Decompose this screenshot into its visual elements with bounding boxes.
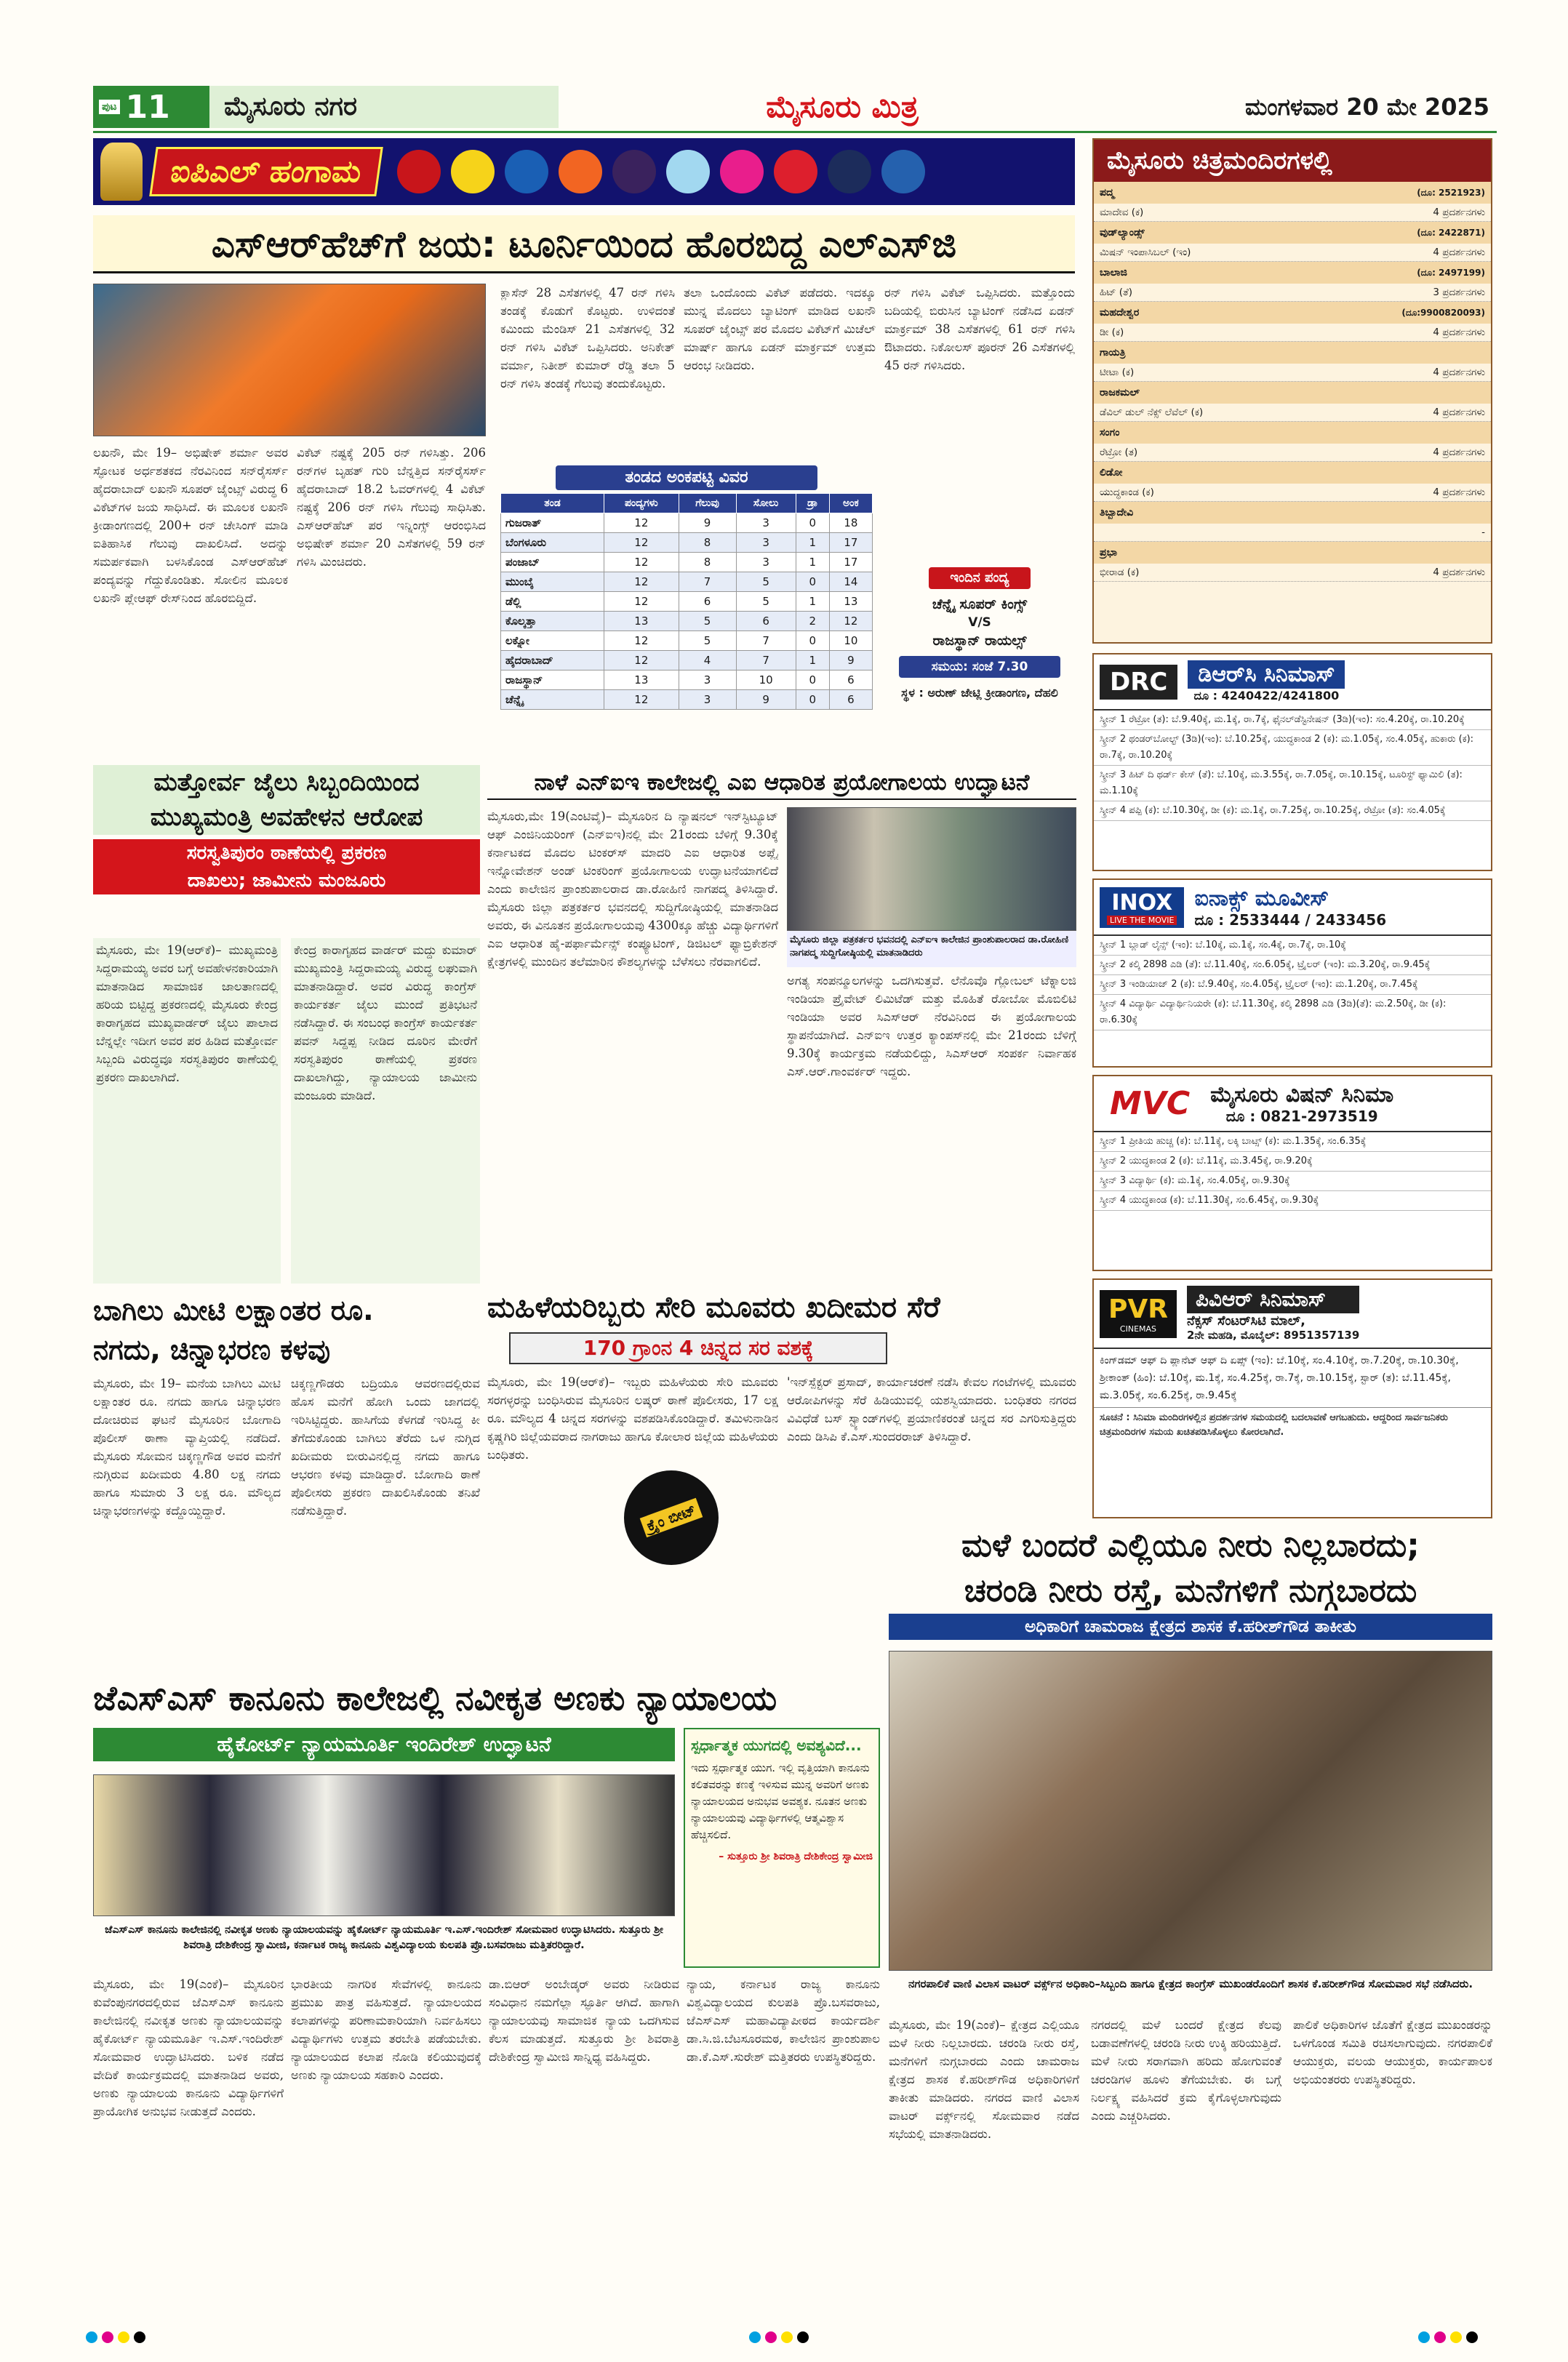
theatre-film: ಯುದ್ಧಕಾಂಡ (ಕ) [1100, 487, 1154, 498]
cyan-dot [749, 2331, 761, 2343]
points-table-row [501, 513, 873, 533]
points-cell: ಪಂಜಾಬ್ [501, 553, 604, 572]
points-table-row [501, 533, 873, 553]
points-cell: 17 [829, 533, 872, 553]
kkr-logo-icon [612, 150, 656, 193]
theatre-film-row [1094, 244, 1491, 262]
court-col1: ಮೈಸೂರು, ಮೇ 19(ಎಂಕೆ)– ಮೈಸೂರಿನ ಕುವೆಂಪುನಗರದಲ್ಲಿರುವ ಜೆಎಸ್‌ಎಸ್ ಕಾನೂನು ಕಾಲೇಜಿನಲ್ಲಿ ನವೀಕೃತ ಅಣಕು ನ್ಯಾಯಾಲಯವನ್ನು ಹೈಕೋರ್ಟ್ ನ್ಯಾಯಮೂರ್ತಿ ಇ.ಎಸ್.ಇಂದಿರೇಶ್ ಸೋಮವಾರ ಉದ್ಘಾಟಿಸಿದರು. ಬಳಿಕ ನಡೆದ ವೇದಿಕೆ ಕಾರ್ಯಕ್ರಮದಲ್ಲಿ ಮಾತನಾಡಿದ ಅವರು, ಅಣಕು ನ್ಯಾಯಾಲಯ ಕಾನೂನು ವಿದ್ಯಾರ್ಥಿಗಳಿಗೆ ಪ್ರಾಯೋಗಿಕ ಅನುಭವ ನೀಡುತ್ತದೆ ಎಂದರು. [93, 1977, 284, 2118]
points-cell: 18 [829, 513, 872, 533]
nie-photo-caption: ಮೈಸೂರು ಜಿಲ್ಲಾ ಪತ್ರಕರ್ತರ ಭವನದಲ್ಲಿ ಎನ್‌ಐಇ ಕಾಲೇಜಿನ ಪ್ರಾಂಶುಪಾಲರಾದ ಡಾ.ರೋಹಿಣಿ ನಾಗಪದ್ಮ ಸುದ್ದಿಗೋಷ್ಠಿಯಲ್ಲಿ ಮಾತನಾಡಿದರು [787, 931, 1076, 967]
points-cell: 13 [604, 670, 679, 690]
points-cell: 6 [829, 690, 872, 710]
court-photo-caption: ಜೆಎಸ್‌ಎಸ್ ಕಾನೂನು ಕಾಲೇಜಿನಲ್ಲಿ ನವೀಕೃತ ಅಣಕು ನ್ಯಾಯಾಲಯವನ್ನು ಹೈಕೋರ್ಟ್ ನ್ಯಾಯಮೂರ್ತಿ ಇ.ಎಸ್.ಇಂದಿರೇಶ್ ಸೋಮವಾರ ಉದ್ಘಾಟಿಸಿದರು. ಸುತ್ತೂರು ಶ್ರೀ ಶಿವರಾತ್ರಿ ದೇಶಿಕೇಂದ್ರ ಸ್ವಾಮೀಜಿ, ಕರ್ನಾಟಕ ರಾಜ್ಯ ಕಾನೂನು ವಿಶ್ವವಿದ್ಯಾಲಯ ಕುಲಪತಿ ಪ್ರೊ.ಬಸವರಾಜು ಮತ್ತಿತರರಿದ್ದಾರೆ. [105, 1924, 663, 1951]
pvr-brand [1094, 1280, 1491, 1349]
theatre-name: ರಾಜಕಮಲ್ [1100, 387, 1140, 399]
points-cell: 7 [736, 631, 796, 651]
drc-cinemas-box [1092, 653, 1492, 871]
trophy-icon [100, 143, 143, 201]
drc-phone: ದೂ : 4240422/4241800 [1193, 689, 1340, 702]
theatre-film-row [1094, 484, 1491, 502]
points-cell: 6 [736, 612, 796, 631]
pvr-phone: 2ನೇ ಮಹಡಿ, ಮೊಬೈಲ್: 8951357139 [1186, 1329, 1360, 1342]
nie-col2: ಅಗತ್ಯ ಸಂಪನ್ಮೂಲಗಳನ್ನು ಒದಗಿಸುತ್ತವೆ. ಲೆನೊವೊ ಗ್ಲೋಬಲ್ ಟೆಕ್ನಾಲಜಿ ಇಂಡಿಯಾ ಪ್ರೈವೇಟ್ ಲಿಮಿಟೆಡ್ ಮತ್ತು ಮೊಹಿತೆ ರೋಬೋ ಮೊಬಿಲಿಟಿ ಇಂಡಿಯಾ ಅವರ ಸಿಎಸ್‌ಆರ್ ನೆರವಿನಿಂದ ಈ ಪ್ರಯೋಗಾಲಯ ಸ್ಥಾಪನೆಯಾಗಿದೆ. ಎನ್‌ಐಇ ಉತ್ತರ ಕ್ಯಾಂಪಸ್‌ನಲ್ಲಿ ಮೇ 21ರಂದು ಬೆಳಿಗ್ಗೆ 9.30ಕ್ಕೆ ಕಾರ್ಯಕ್ರಮ ನಡೆಯಲಿದ್ದು, ಸಿಎಸ್‌ಆರ್ ಸಂಪರ್ಕ ನಿರ್ವಾಹಕ ಎಸ್.ಆರ್.ಗಾಂವರ್ಕರ್ ಇದ್ದರು. [787, 974, 1076, 1078]
magenta-dot [1434, 2331, 1446, 2343]
points-cell: 12 [604, 631, 679, 651]
yellow-dot [118, 2331, 129, 2343]
points-cell: 12 [604, 592, 679, 612]
points-cell: 9 [679, 513, 736, 533]
court-quote-sign: – ಸುತ್ತೂರು ಶ್ರೀ ಶಿವರಾತ್ರಿ ದೇಶಿಕೇಂದ್ರ ಸ್ವಾಮೀಜಿ [719, 1851, 873, 1862]
theatre-name: ಪ್ರಭಾ [1100, 547, 1118, 559]
pbks-logo-icon [774, 150, 817, 193]
points-cell: 1 [796, 592, 829, 612]
screen-showtime: ಸ್ಕ್ರೀನ್ 4 ವಿದ್ಯಾರ್ಥಿ ವಿದ್ಯಾರ್ಥಿನಿಯರೇ (ಕ): ಬೆ.11.30ಕ್ಕೆ, ಕಲ್ಕಿ 2898 ಎಡಿ (3ಡಿ)(ತೆ): ಮ.2.50ಕ್ಕೆ, ಡೀ (ಕ): ರಾ.6.30ಕ್ಕೆ [1094, 995, 1491, 1030]
points-cell: 13 [829, 592, 872, 612]
theatre-shows: 3 ಪ್ರದರ್ಶನಗಳು [1433, 287, 1485, 298]
points-cell: 5 [679, 612, 736, 631]
points-cell: 3 [679, 690, 736, 710]
crime-beat-stamp [624, 1470, 719, 1565]
screen-showtime: ಸ್ಕ್ರೀನ್ 1 ಬ್ಲಾಡ್ ಲೈನ್ಸ್ (ಇಂ): ಬೆ.10ಕ್ಕೆ, ಮ.1ಕ್ಕೆ, ಸಂ.4ಕ್ಕೆ, ರಾ.7ಕ್ಕೆ, ರಾ.10ಕ್ಕೆ [1094, 936, 1491, 956]
points-table-header [501, 494, 873, 513]
theatre-name: ಗಾಯತ್ರಿ [1100, 347, 1126, 359]
points-cell: 3 [736, 513, 796, 533]
versus: V/S [968, 615, 991, 630]
theatre-film-row [1094, 364, 1491, 382]
black-dot [134, 2331, 145, 2343]
jail-story-header [93, 765, 480, 940]
match-time: ಸಮಯ: ಸಂಜೆ 7.30 [899, 656, 1060, 678]
section-title: ಮೈಸೂರು ನಗರ [209, 86, 559, 128]
nie-col1: ಮೈಸೂರು,ಮೇ 19(ಎಂಟಿವೈ)– ಮೈಸೂರಿನ ದಿ ನ್ಯಾಷನಲ್ ಇನ್‌ಸ್ಟಿಟ್ಯೂಟ್ ಆಫ್ ಎಂಜಿನಿಯರಿಂಗ್ (ಎನ್‌ಐಇ)ನಲ್ಲಿ ಮೇ 21ರಂದು ಬೆಳಿಗ್ಗೆ 9.30ಕ್ಕೆ ಕರ್ನಾಟಕದ ಮೊದಲ ಟಿಂಕರ್‌ಸ್ ಮಾದರಿ ಎಐ ಆಧಾರಿತ ಅಪ್ಲೈ ಇನ್ನೋವೇಶನ್ ಅಂಡ್ ಟಿಂಕರಿಂಗ್ ಪ್ರಯೋಗಾಲಯ ಉದ್ಘಾಟನೆಯಾಗಲಿದೆ ಎಂದು ಕಾಲೇಜಿನ ಪ್ರಾಂಶುಪಾಲರಾದ ಡಾ.ರೋಹಿಣಿ ನಾಗಪದ್ಮ ತಿಳಿಸಿದ್ದಾರೆ. ಮೈಸೂರು ಜಿಲ್ಲಾ ಪತ್ರಕರ್ತರ ಭವನದಲ್ಲಿ ಸುದ್ದಿಗೋಷ್ಠಿಯಲ್ಲಿ ಮಾತನಾಡಿದ ಅವರು, ಈ ವಿನೂತನ ಪ್ರಯೋಗಾಲಯವು 4300ಕ್ಕೂ ಹೆಚ್ಚು ವಿದ್ಯಾರ್ಥಿಗಳಿಗೆ ಎಐ ಆಧಾರಿತ ಹೈ-ಪರ್ಫಾರ್ಮೆನ್ಸ್ ಕಂಪ್ಯೂಟಿಂಗ್, ಡಿಜಿಟಲ್ ಫ್ಯಾಬ್ರಿಕೇಶನ್ ಕ್ಷೇತ್ರಗಳಲ್ಲಿ ಮುಂದಿನ ತಲೆಮಾರಿನ ಕೌಶಲ್ಯಗಳನ್ನು ಬೆಳೆಸಲು ನೆರವಾಗಲಿದೆ. [487, 809, 778, 969]
points-cell: 4 [679, 651, 736, 670]
points-cell: 0 [796, 513, 829, 533]
points-header-cell: ಗೆಲುವು [679, 494, 736, 513]
rain-story-header [889, 1524, 1492, 1644]
theatre-film: ಡೀ (ಕ) [1100, 327, 1124, 338]
theatre-name: ಬಾಲಾಜಿ [1100, 267, 1127, 279]
points-cell: 1 [796, 533, 829, 553]
points-cell: ಗುಜರಾತ್ [501, 513, 604, 533]
points-cell: 0 [796, 572, 829, 592]
rain-subhead: ಅಧಿಕಾರಿಗೆ ಚಾಮರಾಜ ಕ್ಷೇತ್ರದ ಶಾಸಕ ಕೆ.ಹರೀಶ್‌ಗೌಡ ತಾಕೀತು [889, 1614, 1492, 1640]
points-cell: ಮುಂಬೈ [501, 572, 604, 592]
theatre-film: ಹಿಟ್ (ತೆ) [1100, 287, 1133, 298]
court-col4: ನ್ಯಾಯ, ಕರ್ನಾಟಕ ರಾಜ್ಯ ಕಾನೂನು ವಿಶ್ವವಿದ್ಯಾಲಯದ ಕುಲಪತಿ ಪ್ರೊ.ಬಸವರಾಜು, ಜೆಎಸ್‌ಎಸ್ ಮಹಾವಿದ್ಯಾಪೀಠದ ಕಾರ್ಯದರ್ಶಿ ಡಾ.ಸಿ.ಜಿ.ಬೆಟಸೂರಮಠ, ಕಾಲೇಜಿನ ಪ್ರಾಂಶುಪಾಲ ಡಾ.ಕೆ.ಎಸ್.ಸುರೇಶ್ ಮತ್ತಿತರರು ಉಪಸ್ಥಿತರಿದ್ದರು. [687, 1977, 880, 2064]
points-cell: 17 [829, 553, 872, 572]
jail-headline-2: ಮುಖ್ಯಮಂತ್ರಿ ಅವಹೇಳನ ಆರೋಪ [93, 800, 480, 835]
points-cell: 5 [736, 592, 796, 612]
points-table-row [501, 651, 873, 670]
theatre-name-row [1094, 262, 1491, 284]
inox-logo: INOX [1111, 889, 1173, 916]
points-cell: 14 [829, 572, 872, 592]
points-cell: 2 [796, 612, 829, 631]
points-cell: 5 [679, 631, 736, 651]
points-cell: 12 [829, 612, 872, 631]
chain-subhead: 170 ಗ್ರಾಂನ 4 ಚಿನ್ನದ ಸರ ವಶಕ್ಕೆ [509, 1332, 887, 1364]
screen-showtime: ಸ್ಕ್ರೀನ್ 2 ಯುದ್ಧಕಾಂಡ 2 (ಕ): ಬೆ.11ಕ್ಕೆ, ಮ.3.45ಕ್ಕೆ, ರಾ.9.20ಕ್ಕೆ [1094, 1152, 1491, 1172]
rain-headline-2: ಚರಂಡಿ ನೀರು ರಸ್ತೆ, ಮನೆಗಳಿಗೆ ನುಗ್ಗಬಾರದು [964, 1572, 1417, 1609]
theatre-shows: 4 ಪ್ರದರ್ಶನಗಳು [1433, 327, 1485, 338]
points-cell: 3 [736, 533, 796, 553]
rain-col2: ನಗರದಲ್ಲಿ ಮಳೆ ಬಂದರೆ ಕ್ಷೇತ್ರದ ಕೆಲವು ಬಡಾವಣೆಗಳಲ್ಲಿ ಚರಂಡಿ ನೀರು ಉಕ್ಕಿ ಹರಿಯುತ್ತಿದೆ. ಮಳೆ ನೀರು ಸರಾಗವಾಗಿ ಹರಿದು ಹೋಗುವಂತೆ ಚರಂಡಿಗಳ ಹೂಳು ತೆಗೆಯಬೇಕು. ಈ ಬಗ್ಗೆ ನಿರ್ಲಕ್ಷ್ಯ ವಹಿಸಿದರೆ ಕ್ರಮ ಕೈಗೊಳ್ಳಲಾಗುವುದು ಎಂದು ಎಚ್ಚರಿಸಿದರು. [1091, 2018, 1281, 2123]
theatre-film-row [1094, 324, 1491, 342]
theatre-film: ಭೀರಾಡ (ಕ) [1100, 567, 1140, 578]
ipl-story-col5: ರನ್ ಗಳಿಸಿ ವಿಕೆಟ್ ಒಪ್ಪಿಸಿದರು. ಮತ್ತೊಂದು ಬದಿಯಲ್ಲಿ ಬಿರುಸಿನ ಬ್ಯಾಟಿಂಗ್ ನಡೆಸಿದ ಏಡನ್ ಮಾರ್ಕ್ರಮ್ 38 ಎಸೆತಗಳಲ್ಲಿ 61 ರನ್ ಗಳಿಸಿ ಔಟಾದರು. ನಿಕೋಲಸ್ ಪೂರನ್ 26 ಎಸೆತಗಳಲ್ಲಿ 45 ರನ್ ಗಳಿಸಿದರು. [884, 286, 1075, 372]
theatre-shows: 4 ಪ್ರದರ್ಶನಗಳು [1433, 447, 1485, 458]
points-cell: 12 [604, 533, 679, 553]
pvr-logo-box [1100, 1290, 1177, 1338]
black-dot [797, 2331, 809, 2343]
rain-col3: ಪಾಲಿಕೆ ಅಧಿಕಾರಿಗಳ ಜೊತೆಗೆ ಕ್ಷೇತ್ರದ ಮುಖಂಡರನ್ನು ಒಳಗೊಂಡ ಸಮಿತಿ ರಚಿಸಲಾಗುವುದು. ನಗರಪಾಲಿಕೆ ಆಯುಕ್ತರು, ವಲಯ ಆಯುಕ್ತರು, ಕಾರ್ಯಪಾಲಕ ಅಭಿಯಂತರರು ಉಪಸ್ಥಿತರಿದ್ದರು. [1293, 2018, 1492, 2086]
inox-shows [1094, 936, 1491, 1030]
ipl-story-col4: ತಲಾ ಒಂದೊಂದು ವಿಕೆಟ್ ಪಡೆದರು. ಇದಕ್ಕೂ ಮುನ್ನ ಮೊದಲು ಬ್ಯಾಟಿಂಗ್ ಮಾಡಿದ ಲಖನೌ ಸೂಪರ್ ಜೈಂಟ್ಸ್ ಪರ ಮೊದಲ ವಿಕೆಟ್‌ಗೆ ಮಿಚೆಲ್ ಮಾರ್ಷ್ ಹಾಗೂ ಏಡನ್ ಮಾರ್ಕ್ರಮ್ ಉತ್ತಮ ಆರಂಭ ನೀಡಿದರು. [684, 286, 876, 372]
theatre-name: ಲಿಡೋ [1100, 467, 1123, 479]
drc-shows [1094, 710, 1491, 821]
team1: ಚೆನ್ನೈ ಸೂಪರ್ ಕಿಂಗ್ಸ್ [932, 596, 1028, 612]
pvr-shows: ಕಿಂಗ್‌ಡಮ್ ಆಫ್ ದಿ ಪ್ಲಾನೆಟ್ ಆಫ್ ದಿ ಏಪ್ಸ್ (ಇಂ): ಬೆ.10ಕ್ಕೆ, ಸಂ.4.10ಕ್ಕೆ, ರಾ.7.20ಕ್ಕೆ, ರಾ.10.30ಕ್ಕೆ, ಶ್ರೀಕಾಂತ್ (ಹಿಂ): ಬೆ.10ಕ್ಕೆ, ಮ.1ಕ್ಕೆ, ಸಂ.4.25ಕ್ಕೆ, ರಾ.7ಕ್ಕೆ, ರಾ.10.15ಕ್ಕೆ, ಸ್ಟಾರ್ (ತ): ಬೆ.11.45ಕ್ಕೆ, ಮ.3.05ಕ್ಕೆ, ಸಂ.6.25ಕ್ಕೆ, ರಾ.9.45ಕ್ಕೆ [1094, 1349, 1491, 1408]
black-dot [1466, 2331, 1478, 2343]
theatre-film: ರೆಟ್ರೋ (ತ) [1100, 447, 1138, 458]
theatre-film: ಮಿಷನ್ ಇಂಪಾಸಿಬಲ್ (ಇಂ) [1100, 247, 1191, 258]
jail-headline-1: ಮತ್ತೋರ್ವ ಜೈಲು ಸಿಬ್ಬಂದಿಯಿಂದ [93, 765, 480, 800]
points-table-row [501, 572, 873, 592]
jail-subhead-1: ಸರಸ್ವತಿಪುರಂ ಠಾಣೆಯಲ್ಲಿ ಪ್ರಕರಣ [93, 839, 480, 867]
screen-showtime: ಸ್ಕ್ರೀನ್ 4 ಪಪ್ಪಿ (ಕ): ಬೆ.10.30ಕ್ಕೆ, ಡೀ (ಕ): ಮ.1ಕ್ಕೆ, ರಾ.7.25ಕ್ಕೆ, ರಾ.10.25ಕ್ಕೆ, ರೆಟ್ರೋ (ತ): ಸಂ.4.05ಕ್ಕೆ [1094, 801, 1491, 821]
screen-showtime: ಸ್ಕ್ರೀನ್ 1 ಪ್ರೀತಿಯ ಹುಚ್ಚ (ಕ): ಬೆ.11ಕ್ಕೆ, ಲಕ್ಕಿ ಬಾಟ್ಸ್ (ಕ): ಮ.1.35ಕ್ಕೆ, ಸಂ.6.35ಕ್ಕೆ [1094, 1132, 1491, 1152]
ipl-banner-title: ಐಪಿಎಲ್ ಹಂಗಾಮ [149, 147, 383, 196]
points-cell: 9 [736, 690, 796, 710]
mv-title: ಮೈಸೂರು ವಿಷನ್ ಸಿನಿಮಾ [1210, 1082, 1394, 1108]
theatre-film-row [1094, 524, 1491, 542]
theatre-listing [1092, 138, 1492, 644]
drc-brand [1094, 654, 1491, 710]
page-header [93, 86, 1497, 132]
rcb-logo-icon [397, 150, 441, 193]
points-cell: 7 [679, 572, 736, 592]
theatre-name-row [1094, 542, 1491, 564]
court-quote-box [684, 1728, 880, 1968]
theatre-name: ಮಹದೇಶ್ವರ [1100, 307, 1140, 319]
cyan-dot [86, 2331, 97, 2343]
theatre-shows: 4 ಪ್ರದರ್ಶನಗಳು [1433, 487, 1485, 498]
rr-logo-icon [720, 150, 764, 193]
rain-headline-1: ಮಳೆ ಬಂದರೆ ಎಲ್ಲಿಯೂ ನೀರು ನಿಲ್ಲಬಾರದು; [961, 1527, 1420, 1564]
inox-box [1092, 878, 1492, 1068]
points-cell: 12 [604, 553, 679, 572]
points-cell: 6 [679, 592, 736, 612]
jail-subhead-2: ದಾಖಲು; ಜಾಮೀನು ಮಂಜೂರು [93, 867, 480, 894]
theatre-shows: 4 ಪ್ರದರ್ಶನಗಳು [1433, 567, 1485, 578]
header-rule [93, 131, 1497, 133]
theatre-film: ಟೀಟಾ (ಕ) [1100, 367, 1135, 378]
court-inauguration-photo [93, 1774, 675, 1916]
page-number: 11 [125, 88, 170, 126]
theft-col2: ಚಿಕ್ಕಣ್ಣಗೌಡರು ಬದ್ರಿಯೂ ಆವರಣದಲ್ಲಿರುವ ಹೊಸ ಮನೆಗೆ ಹೋಗಿ ಒಂದು ಜಾಗದಲ್ಲಿ ಇರಿಸಿಟ್ಟಿದ್ದರು. ಹಾಸಿಗೆಯ ಕೆಳಗಡೆ ಇರಿಸಿದ್ದ ಕೀ ತೆಗೆದುಕೊಂಡು ಬಾಗಿಲು ತೆರೆದು ಒಳ ನುಗ್ಗಿದ ಖದೀಮರು ಬೀರುವಿನಲ್ಲಿದ್ದ ನಗದು ಹಾಗೂ ಆಭರಣ ಕಳವು ಮಾಡಿದ್ದಾರೆ. ಬೋಗಾದಿ ಠಾಣೆ ಪೊಲೀಸರು ಪ್ರಕರಣ ದಾಖಲಿಸಿಕೊಂಡು ತನಿಖೆ ನಡೆಸುತ್ತಿದ್ದಾರೆ. [291, 1377, 480, 1518]
pvr-logo: PVR [1108, 1294, 1168, 1324]
srh-logo-icon [559, 150, 602, 193]
points-cell: 7 [736, 651, 796, 670]
points-cell: 8 [679, 533, 736, 553]
theatre-name-row [1094, 422, 1491, 444]
points-table-title: ತಂಡದ ಅಂಕಪಟ್ಟಿ ವಿವರ [556, 465, 817, 490]
screen-showtime: ಸ್ಕ್ರೀನ್ 4 ಯುದ್ಧಕಾಂಡ (ಕ): ಬೆ.11.30ಕ್ಕೆ, ಸಂ.6.45ಕ್ಕೆ, ರಾ.9.30ಕ್ಕೆ [1094, 1191, 1491, 1211]
rain-col1: ಮೈಸೂರು, ಮೇ 19(ಎಂಕೆ)– ಕ್ಷೇತ್ರದ ಎಲ್ಲಿಯೂ ಮಳೆ ನೀರು ನಿಲ್ಲಬಾರದು. ಚರಂಡಿ ನೀರು ರಸ್ತೆ, ಮನೆಗಳಿಗೆ ನುಗ್ಗಬಾರದು ಎಂದು ಚಾಮರಾಜ ಕ್ಷೇತ್ರದ ಶಾಸಕ ಕೆ.ಹರೀಶ್‌ಗೌಡ ಅಧಿಕಾರಿಗಳಿಗೆ ತಾಕೀತು ಮಾಡಿದರು. ನಗರದ ವಾಣಿ ವಿಲಾಸ ವಾಟರ್ ವರ್ಕ್ಸ್‌ನಲ್ಲಿ ಸೋಮವಾರ ನಡೆದ ಸಭೆಯಲ್ಲಿ ಮಾತನಾಡಿದರು. [889, 2018, 1079, 2141]
points-cell: 5 [736, 572, 796, 592]
mv-brand [1094, 1076, 1491, 1132]
points-table-row [501, 553, 873, 572]
drc-title: ಡಿಆರ್‌ಸಿ ಸಿನಿಮಾಸ್ [1188, 660, 1345, 689]
points-table-row [501, 612, 873, 631]
jail-col1: ಮೈಸೂರು, ಮೇ 19(ಆರ್‌ಕೆ)– ಮುಖ್ಯಮಂತ್ರಿ ಸಿದ್ದರಾಮಯ್ಯ ಅವರ ಬಗ್ಗೆ ಅವಹೇಳನಕಾರಿಯಾಗಿ ಮಾತನಾಡಿದ ಸಾಮಾಜಿಕ ಜಾಲತಾಣದಲ್ಲಿ ಹರಿಯ ಬಿಟ್ಟಿದ್ದ ಪ್ರಕರಣದಲ್ಲಿ ಮೈಸೂರು ಕೇಂದ್ರ ಕಾರಾಗೃಹದ ಮುಖ್ಯವಾರ್ಡರ್ ಜೈಲು ಪಾಲಾದ ಬೆನ್ನಲ್ಲೇ ಇದೀಗ ಅವರ ಪರ ಹಿಡಿದ ಮತ್ತೋರ್ವ ಸಿಬ್ಬಂದಿ ವಿರುದ್ಧವೂ ಸರಸ್ವತಿಪುರಂ ಠಾಣೆಯಲ್ಲಿ ಪ್ರಕರಣ ದಾಖಲಾಗಿದೆ. [93, 938, 281, 1284]
screen-showtime: ಸ್ಕ್ರೀನ್ 3 ಇಂಡಿಯಾಜ್ 2 (ಕ): ಬೆ.9.40ಕ್ಕೆ, ಸಂ.4.05ಕ್ಕೆ, ಟ್ರೈಲರ್ (ಇಂ): ಮ.1.20ಕ್ಕೆ, ರಾ.7.45ಕ್ಕೆ [1094, 975, 1491, 995]
issue-date: ಮಂಗಳವಾರ 20 ಮೇ 2025 [1244, 93, 1489, 121]
today-match-box [884, 567, 1075, 756]
theatre-list [1094, 182, 1491, 582]
inox-brand [1094, 880, 1491, 936]
theatre-name-row [1094, 222, 1491, 244]
theatre-shows: 4 ಪ್ರದರ್ಶನಗಳು [1433, 247, 1485, 258]
mi-logo-icon [505, 150, 548, 193]
points-table [500, 493, 873, 710]
page-label: ಪುಟ [99, 100, 120, 114]
theatre-name-row [1094, 462, 1491, 484]
points-cell: ಬೆಂಗಳೂರು [501, 533, 604, 553]
theatre-film: ಡೆವಿಲ್ ಡುಲ್ ನೆಕ್ಸ್ ಲೆವೆಲ್ (ಕ) [1100, 407, 1204, 418]
pvr-note: ಸೂಚನೆ : ಸಿನಿಮಾ ಮಂದಿರಗಳಲ್ಲಿನ ಪ್ರದರ್ಶನಗಳ ಸಮಯದಲ್ಲಿ ಬದಲಾವಣೆ ಆಗಬಹುದು. ಆದ್ದರಿಂದ ಸಾರ್ವಜನಿಕರು ಚಿತ್ರಮಂದಿರಗಳ ಸಮಯ ಖಚಿತಪಡಿಸಿಕೊಳ್ಳಲು ಕೋರಲಾಗಿದೆ. [1100, 1412, 1448, 1438]
nie-press-photo [787, 807, 1076, 931]
points-cell: 3 [736, 553, 796, 572]
gt-logo-icon [828, 150, 871, 193]
screen-showtime: ಸ್ಕ್ರೀನ್ 1 ರೆಟ್ರೋ (ತ): ಬೆ.9.40ಕ್ಕೆ, ಮ.1ಕ್ಕೆ, ರಾ.7ಕ್ಕೆ, ಫೈನಲ್‌ಡೆಸ್ಟಿನೇಷನ್ (3ಡಿ)(ಇಂ): ಸಂ.4.20ಕ್ಕೆ, ರಾ.10.20ಕ್ಕೆ [1094, 710, 1491, 730]
points-table-box [500, 465, 873, 756]
points-cell: 3 [679, 670, 736, 690]
points-cell: 0 [796, 670, 829, 690]
yellow-dot [1450, 2331, 1462, 2343]
magenta-dot [765, 2331, 777, 2343]
pvr-title: ಪಿವಿಆರ್ ಸಿನಿಮಾಸ್ [1187, 1286, 1359, 1313]
theatre-film-row [1094, 404, 1491, 422]
points-header-cell: ತಂಡ [501, 494, 604, 513]
yellow-dot [781, 2331, 793, 2343]
rain-photo-caption: ನಗರಪಾಲಿಕೆ ವಾಣಿ ವಿಲಾಸ ವಾಟರ್ ವರ್ಕ್ಸ್‌ನ ಅಧಿಕಾರಿ–ಸಿಬ್ಬಂದಿ ಹಾಗೂ ಕ್ಷೇತ್ರದ ಕಾಂಗ್ರೆಸ್ ಮುಖಂಡರೊಂದಿಗೆ ಶಾಸಕ ಕೆ.ಹರೀಶ್‌ಗೌಡ ಸೋಮವಾರ ಸಭೆ ನಡೆಸಿದರು. [908, 1977, 1473, 1990]
theatre-name-row [1094, 382, 1491, 404]
points-cell: 1 [796, 651, 829, 670]
points-cell: 12 [604, 572, 679, 592]
dc-logo-icon [881, 150, 925, 193]
points-header-cell: ಪಂದ್ಯಗಳು [604, 494, 679, 513]
match-venue: ಸ್ಥಳ : ಅರುಣ್ ಜೇಟ್ಲಿ ಕ್ರೀಡಾಂಗಣ, ದೆಹಲಿ [901, 686, 1058, 700]
theatre-phone: (ದೂ: 2497199) [1417, 268, 1485, 278]
ipl-story-col1: ಲಖನೌ, ಮೇ 19– ಅಭಿಷೇಕ್ ಶರ್ಮಾ ಅವರ ಸ್ಫೋಟಕ ಅರ್ಧಶತಕದ ನೆರವಿನಿಂದ ಸನ್‌ರೈಸರ್ಸ್ ಹೈದರಾಬಾದ್ ಲಖನೌ ಸೂಪರ್ ಜೈಂಟ್ಸ್ ವಿರುದ್ಧ 6 ವಿಕೆಟ್‌ಗಳ ಜಯ ಸಾಧಿಸಿದೆ. ಈ ಮೂಲಕ ಲಖನೌ ಕ್ರೀಡಾಂಗಣದಲ್ಲಿ 200+ ರನ್ ಚೇಸಿಂಗ್ ಮಾಡಿ ಐತಿಹಾಸಿಕ ಗೆಲುವು ದಾಖಲಿಸಿದೆ. ಅದನ್ನು ಸಮರ್ಪಕವಾಗಿ ಬಳಸಿಕೊಂಡ ಎಸ್‌ಆರ್‌ಹೆಚ್ ಪಂದ್ಯವನ್ನು ಗೆದ್ದುಕೊಂಡಿತು. ಸೋಲಿನ ಮೂಲಕ ಲಖನೌ ಪ್ಲೇಆಫ್ ರೇಸ್‌ನಿಂದ ಹೊರಬಿದ್ದಿದೆ. [93, 446, 288, 605]
chain-col1: ಮೈಸೂರು, ಮೇ 19(ಆರ್‌ಕೆ)– ಇಬ್ಬರು ಮಹಿಳೆಯರು ಸೇರಿ ಮೂವರು ಸರಗಳ್ಳರನ್ನು ಬಂಧಿಸಿರುವ ಮೈಸೂರಿನ ಲಷ್ಕರ್ ಠಾಣೆ ಪೊಲೀಸರು, 17 ಲಕ್ಷ ರೂ. ಮೌಲ್ಯದ 4 ಚಿನ್ನದ ಸರಗಳನ್ನು ವಶಪಡಿಸಿಕೊಂಡಿದ್ದಾರೆ. ತಮಿಳುನಾಡಿನ ಕೃಷ್ಣಗಿರಿ ಜಿಲ್ಲೆಯವರಾದ ನಾಗರಾಜು ಹಾಗೂ ಕೋಲಾರ ಜಿಲ್ಲೆಯ ಮಹಿಳೆಯರು ಬಂಧಿತರು. [487, 1375, 778, 1462]
theatre-phone: (ದೂ: 2422871) [1417, 228, 1485, 238]
pvr-box [1092, 1278, 1492, 1518]
registration-marks-right [1418, 2331, 1482, 2346]
points-header-cell: ಸೋಲು [736, 494, 796, 513]
cyan-dot [1418, 2331, 1430, 2343]
points-cell: 12 [604, 513, 679, 533]
pvr-address: ನೆಕ್ಸಸ್ ಸೆಂಟರ್‌ಸಿಟಿ ಮಾಲ್, [1186, 1313, 1305, 1329]
rain-meeting-photo [889, 1651, 1492, 1971]
ipl-headline: ಎಸ್‌ಆರ್‌ಹೆಚ್‌ಗೆ ಜಯ: ಟೂರ್ನಿಯಿಂದ ಹೊರಬಿದ್ದ ಎಲ್‌ಎಸ್‌ಜಿ [93, 215, 1075, 273]
nie-headline: ನಾಳೆ ಎನ್‌ಐಇ ಕಾಲೇಜಲ್ಲಿ ಎಐ ಆಧಾರಿತ ಪ್ರಯೋಗಾಲಯ ಉದ್ಘಾಟನೆ [487, 765, 1076, 800]
theatre-film-row [1094, 204, 1491, 222]
theft-headline-1: ಬಾಗಿಲು ಮೀಟಿ ಲಕ್ಷಾಂತರ ರೂ. [93, 1294, 374, 1326]
theatre-phone: (ದೂ:9900820093) [1401, 308, 1485, 318]
inox-phone: ದೂ : 2533444 / 2433456 [1194, 911, 1387, 929]
theatre-film-row [1094, 284, 1491, 302]
chain-col2: 'ಇನ್‌ಸ್ಪೆಕ್ಟರ್ ಪ್ರಸಾದ್, ಕಾರ್ಯಾಚರಣೆ ನಡೆಸಿ ಕೇವಲ ಗಂಟೆಗಳಲ್ಲಿ ಮೂವರು ಆರೋಪಿಗಳನ್ನು ಸೆರೆ ಹಿಡಿಯುವಲ್ಲಿ ಯಶಸ್ವಿಯಾದರು. ಬಂಧಿತರು ನಗರದ ವಿವಿಧೆಡೆ ಬಸ್ ಸ್ಟ್ಯಾಂಡ್‌ಗಳಲ್ಲಿ ಪ್ರಯಾಣಿಕರಂತೆ ಚಿನ್ನದ ಸರ ಎಗರಿಸುತ್ತಿದ್ದರು ಎಂದು ಡಿಸಿಪಿ ಕೆ.ಎಸ್.ಸುಂದರರಾಜ್ ತಿಳಿಸಿದ್ದಾರೆ. [787, 1375, 1076, 1444]
chain-headline: ಮಹಿಳೆಯರಿಬ್ಬರು ಸೇರಿ ಮೂವರು ಖದೀಮರ ಸೆರೆ [487, 1291, 940, 1324]
screen-showtime: ಸ್ಕ್ರೀನ್ 2 ಥಂಡರ್‌ಬೋಲ್ಟ್ (3ಡಿ)(ಇಂ): ಬೆ.10.25ಕ್ಕೆ, ಯುದ್ಧಕಾಂಡ 2 (ಕ): ಮ.1.05ಕ್ಕೆ, ಸಂ.4.05ಕ್ಕೆ, ಹುಕಾರು (ಕ): ರಾ.7ಕ್ಕೆ, ರಾ.10.20ಕ್ಕೆ [1094, 730, 1491, 766]
theatre-name-row [1094, 342, 1491, 364]
inox-logo-box [1100, 887, 1184, 928]
theatre-name-row [1094, 502, 1491, 524]
court-quote-text: ಇದು ಸ್ಪರ್ಧಾತ್ಮಕ ಯುಗ. ಇಲ್ಲಿ ವೃತ್ತಿಯಾಗಿ ಕಾನೂನು ಕಲಿತವರನ್ನು ಕಣಕ್ಕೆ ಇಳಿಸುವ ಮುನ್ನ ಅವರಿಗೆ ಅಣಕು ನ್ಯಾಯಾಲಯದ ಅನುಭವ ಅವಶ್ಯಕ. ನೂತನ ಅಣಕು ನ್ಯಾಯಾಲಯವು ವಿದ್ಯಾರ್ಥಿಗಳಲ್ಲಿ ಆತ್ಮವಿಶ್ವಾಸ ಹೆಚ್ಚಿಸಲಿದೆ. [691, 1761, 870, 1841]
court-quote-title: ಸ್ಪರ್ಧಾತ್ಮಕ ಯುಗದಲ್ಲಿ ಅವಶ್ಯವಿದೆ... [691, 1737, 862, 1754]
jail-col2: ಕೇಂದ್ರ ಕಾರಾಗೃಹದ ವಾರ್ಡರ್ ಮದ್ದು ಕುಮಾರ್ ಮುಖ್ಯಮಂತ್ರಿ ಸಿದ್ದರಾಮಯ್ಯ ವಿರುದ್ಧ ಲಘುವಾಗಿ ಮಾತನಾಡಿದ್ದಾರೆ. ಅವರ ವಿರುದ್ಧ ಕಾಂಗ್ರೆಸ್ ಕಾರ್ಯಕರ್ತ ಜೈಲು ಮುಂದೆ ಪ್ರತಿಭಟನೆ ನಡೆಸಿದ್ದಾರೆ. ಈ ಸಂಬಂಧ ಕಾಂಗ್ರೆಸ್ ಕಾರ್ಯಕರ್ತ ಪವನ್ ಸಿದ್ದಪ್ಪ ನೀಡಿದ ದೂರಿನ ಮೇರೆಗೆ ಸರಸ್ವತಿಪುರಂ ಠಾಣೆಯಲ್ಲಿ ಪ್ರಕರಣ ದಾಖಲಾಗಿದ್ದು, ನ್ಯಾಯಾಲಯ ಜಾಮೀನು ಮಂಜೂರು ಮಾಡಿದೆ. [291, 938, 480, 1284]
ipl-story-col2: ವಿಕೆಟ್ ನಷ್ಟಕ್ಕೆ 205 ರನ್ ಗಳಿಸಿತ್ತು. 206 ರನ್‌ಗಳ ಬೃಹತ್ ಗುರಿ ಬೆನ್ನತ್ತಿದ ಸನ್‌ರೈಸರ್ಸ್ ಹೈದರಾಬಾದ್ 18.2 ಓವರ್‌ಗಳಲ್ಲಿ 4 ವಿಕೆಟ್ ನಷ್ಟಕ್ಕೆ 206 ರನ್ ಗಳಿಸಿ ಗೆಲುವು ಸಾಧಿಸಿತು. ಎಸ್‌ಆರ್‌ಹೆಚ್ ಪರ ಇನ್ನಿಂಗ್ಸ್ ಆರಂಭಿಸಿದ ಅಭಿಷೇಕ್ ಶರ್ಮಾ 20 ಎಸೆತಗಳಲ್ಲಿ 59 ರನ್ ಗಳಿಸಿ ಮಿಂಚಿದರು. [297, 446, 486, 569]
crime-beat-label: ಕ್ರೈಂ ಬೀಟ್ [640, 1498, 703, 1537]
points-cell: 0 [796, 631, 829, 651]
theatre-shows: 4 ಪ್ರದರ್ಶನಗಳು [1433, 407, 1485, 418]
ipl-banner [93, 138, 1075, 205]
points-header-cell: ಅಂಕ [829, 494, 872, 513]
points-table-row [501, 592, 873, 612]
points-cell: ಚೆನ್ನೈ [501, 690, 604, 710]
srh-batsmen-photo [93, 284, 486, 436]
theatre-name: ಸಂಗಂ [1100, 427, 1120, 439]
points-cell: ಹೈದರಾಬಾದ್ [501, 651, 604, 670]
registration-marks-left [86, 2331, 150, 2346]
page-number-box [93, 86, 209, 128]
court-col2: ಭಾರತೀಯ ನಾಗರಿಕ ಸೇವೆಗಳಲ್ಲಿ ಕಾನೂನು ಪ್ರಮುಖ ಪಾತ್ರ ವಹಿಸುತ್ತದೆ. ನ್ಯಾಯಾಲಯದ ಕಲಾಪಗಳನ್ನು ಪರಿಣಾಮಕಾರಿಯಾಗಿ ನಿರ್ವಹಿಸಲು ವಿದ್ಯಾರ್ಥಿಗಳು ಉತ್ತಮ ತರಬೇತಿ ಪಡೆಯಬೇಕು. ನ್ಯಾಯಾಲಯದ ಕಲಾಪ ನೋಡಿ ಕಲಿಯುವುದಕ್ಕೆ ಅಣಕು ನ್ಯಾಯಾಲಯ ಸಹಕಾರಿ ಎಂದರು. [291, 1977, 481, 2082]
lsg-logo-icon [666, 150, 710, 193]
theft-headline-2: ನಗದು, ಚಿನ್ನಾಭರಣ ಕಳವು [93, 1334, 331, 1366]
screen-showtime: ಸ್ಕ್ರೀನ್ 2 ಕಲ್ಕಿ 2898 ಎಡಿ (ತೆ): ಬೆ.11.40ಕ್ಕೆ, ಸಂ.6.05ಕ್ಕೆ, ಟ್ರೈಲರ್ (ಇಂ): ಮ.3.20ಕ್ಕೆ, ರಾ.9.45ಕ್ಕೆ [1094, 956, 1491, 975]
theatre-name: ತಿಬ್ಬಾದೇವಿ [1100, 507, 1134, 519]
ipl-story-col3: ಕ್ಲಾಸೆನ್ 28 ಎಸೆತಗಳಲ್ಲಿ 47 ರನ್ ಗಳಿಸಿ ತಂಡಕ್ಕೆ ಕೊಡುಗೆ ಕೊಟ್ಟರು. ಉಳಿದಂತೆ ಕಮಿಂದು ಮೆಂಡಿಸ್ 21 ಎಸೆತಗಳಲ್ಲಿ 32 ರನ್ ಗಳಿಸಿ ವಿಕೆಟ್ ಒಪ್ಪಿಸಿದರು. ಅನಿಕೇತ್ ವರ್ಮಾ, ನಿತೀಶ್ ಕುಮಾರ್ ರೆಡ್ಡಿ ತಲಾ 5 ರನ್ ಗಳಿಸಿ ತಂಡಕ್ಕೆ ಗೆಲುವು ತಂದುಕೊಟ್ಟರು. [500, 286, 675, 391]
court-headline: ಜೆಎಸ್‌ಎಸ್ ಕಾನೂನು ಕಾಲೇಜಲ್ಲಿ ನವೀಕೃತ ಅಣಕು ನ್ಯಾಯಾಲಯ [93, 1678, 777, 1718]
screen-showtime: ಸ್ಕ್ರೀನ್ 3 ಹಿಟ್ ದಿ ಥರ್ಡ್ ಕೇಸ್ (ತೆ): ಬೆ.10ಕ್ಕೆ, ಮ.3.55ಕ್ಕೆ, ರಾ.7.05ಕ್ಕೆ, ರಾ.10.15ಕ್ಕೆ, ಟೂರಿಸ್ಟ್ ಫ್ಯಾಮಿಲಿ (ತ): ಮ.1.10ಕ್ಕೆ [1094, 766, 1491, 801]
points-cell: 9 [829, 651, 872, 670]
points-cell: 1 [796, 553, 829, 572]
team2: ರಾಜಸ್ಥಾನ್ ರಾಯಲ್ಸ್ [932, 633, 1027, 649]
points-cell: ಕೊಲ್ಕತ್ತಾ [501, 612, 604, 631]
theatre-name: ಪದ್ಮ [1100, 187, 1114, 199]
screen-showtime: ಸ್ಕ್ರೀನ್ 3 ವಿದ್ಯಾರ್ಥಿ (ಕ): ಮ.1ಕ್ಕೆ, ಸಂ.4.05ಕ್ಕೆ, ರಾ.9.30ಕ್ಕೆ [1094, 1172, 1491, 1191]
today-match-label: ಇಂದಿನ ಪಂದ್ಯ [929, 567, 1031, 589]
inox-title: ಐನಾಕ್ಸ್ ಮೂವೀಸ್ [1194, 886, 1329, 911]
theft-col1: ಮೈಸೂರು, ಮೇ 19– ಮನೆಯ ಬಾಗಿಲು ಮೀಟಿ ಲಕ್ಷಾಂತರ ರೂ. ನಗದು ಹಾಗೂ ಚಿನ್ನಾಭರಣ ದೋಚಿರುವ ಘಟನೆ ಮೈಸೂರಿನ ಬೋಗಾದಿ ಪೊಲೀಸ್ ಠಾಣಾ ವ್ಯಾಪ್ತಿಯಲ್ಲಿ ನಡೆದಿದೆ. ಮೈಸೂರು ಸೋಮನ ಚಿಕ್ಕಣ್ಣಗೌಡ ಅವರ ಮನೆಗೆ ನುಗ್ಗಿರುವ ಖದೀಮರು 4.80 ಲಕ್ಷ ನಗದು ಹಾಗೂ ಸುಮಾರು 3 ಲಕ್ಷ ರೂ. ಮೌಲ್ಯದ ಚಿನ್ನಾಭರಣಗಳನ್ನು ಕದ್ದೊಯ್ದಿದ್ದಾರೆ. [93, 1377, 281, 1518]
points-cell: 12 [604, 651, 679, 670]
drc-logo: DRC [1100, 665, 1177, 700]
theatre-film-row [1094, 444, 1491, 462]
points-cell: 8 [679, 553, 736, 572]
theatre-phone: (ದೂ: 2521923) [1417, 188, 1485, 198]
court-subhead: ಹೈಕೋರ್ಟ್ ನ್ಯಾಯಮೂರ್ತಿ ಇಂದಿರೇಶ್ ಉದ್ಘಾಟನೆ [93, 1728, 675, 1761]
team-logos [397, 150, 925, 193]
mv-shows [1094, 1132, 1491, 1211]
theatre-shows: 4 ಪ್ರದರ್ಶನಗಳು [1433, 207, 1485, 218]
mysore-vision-box [1092, 1075, 1492, 1271]
theft-story-header [93, 1291, 480, 1371]
theatre-listing-title: ಮೈಸೂರು ಚಿತ್ರಮಂದಿರಗಳಲ್ಲಿ [1094, 140, 1491, 182]
registration-marks-center [749, 2331, 813, 2346]
points-table-row [501, 631, 873, 651]
points-cell: 13 [604, 612, 679, 631]
theatre-name-row [1094, 302, 1491, 324]
points-header-cell: ಡ್ರಾ [796, 494, 829, 513]
theatre-shows: - [1481, 527, 1485, 538]
inox-tagline: LIVE THE MOVIE [1107, 916, 1177, 925]
court-col3: ಡಾ.ಬಿಆರ್ ಅಂಬೇಡ್ಕರ್ ಅವರು ನೀಡಿರುವ ಸಂವಿಧಾನ ನಮಗೆಲ್ಲಾ ಸ್ಫೂರ್ತಿ ಆಗಿದೆ. ಹಾಗಾಗಿ ನ್ಯಾಯಾಲಯವು ಸಾಮಾಜಿಕ ನ್ಯಾಯ ಒದಗಿಸುವ ಕೆಲಸ ಮಾಡುತ್ತದೆ. ಸುತ್ತೂರು ಶ್ರೀ ಶಿವರಾತ್ರಿ ದೇಶಿಕೇಂದ್ರ ಸ್ವಾಮೀಜಿ ಸಾನ್ನಿಧ್ಯ ವಹಿಸಿದ್ದರು. [489, 1977, 679, 2064]
magenta-dot [102, 2331, 113, 2343]
csk-logo-icon [451, 150, 495, 193]
mv-phone: ದೂ : 0821-2973519 [1225, 1108, 1378, 1125]
pvr-sub: CINEMAS [1119, 1324, 1157, 1334]
points-cell: 0 [796, 690, 829, 710]
theatre-film-row [1094, 564, 1491, 582]
points-cell: 10 [829, 631, 872, 651]
theatre-name: ವುಡ್‌ಲ್ಯಾಂಡ್ಸ್ [1100, 227, 1145, 239]
theatre-name-row [1094, 182, 1491, 204]
points-cell: 10 [736, 670, 796, 690]
theatre-shows: 4 ಪ್ರದರ್ಶನಗಳು [1433, 367, 1485, 378]
points-cell: ರಾಜಸ್ಥಾನ್ [501, 670, 604, 690]
mv-logo: MVC [1110, 1085, 1191, 1122]
points-cell: ಡೆಲ್ಲಿ [501, 592, 604, 612]
points-cell: 6 [829, 670, 872, 690]
points-cell: ಲಕ್ನೋ [501, 631, 604, 651]
masthead: ಮೈಸೂರು ಮಿತ್ರ [766, 89, 919, 124]
points-table-row [501, 670, 873, 690]
points-cell: 12 [604, 690, 679, 710]
points-table-row [501, 690, 873, 710]
theatre-film: ಮಾದೇವ (ಕ) [1100, 207, 1144, 218]
